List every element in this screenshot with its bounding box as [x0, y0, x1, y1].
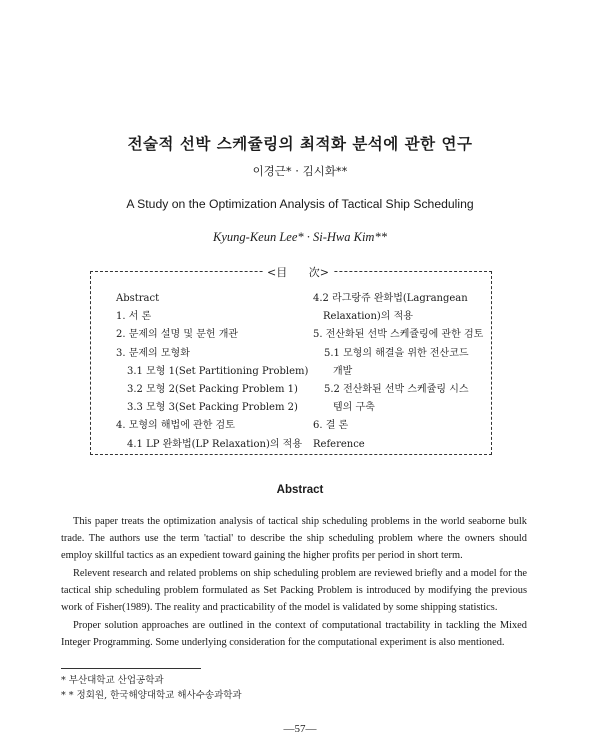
toc-item: 3.1 모형 1(Set Partitioning Problem): [127, 365, 309, 377]
toc-item: 3. 문제의 모형화: [116, 347, 190, 359]
toc-left-column: [116, 290, 308, 454]
toc-item: Relaxation)의 적용: [323, 311, 413, 323]
toc-item: 2. 문제의 설명 및 문헌 개관: [116, 329, 239, 341]
abstract-paragraph: Proper solution approaches are outlined in the context of computational tractability in tackling the Mixed Integer Programming. Some underlying consideration for the computational experiment is also mentioned.: [61, 620, 527, 648]
toc-item: 4. 모형의 해법에 관한 검토: [116, 420, 235, 432]
toc-item: 4.1 LP 완화법(LP Relaxation)의 적용: [127, 438, 303, 450]
toc-heading-right: 次>: [308, 266, 329, 279]
korean-authors: 이경근* · 김시화**: [252, 164, 348, 178]
abstract-heading: Abstract: [276, 484, 324, 496]
footnote-rule: [61, 668, 201, 669]
toc-item: 6. 결 론: [313, 420, 349, 432]
toc-heading-left: <目: [267, 266, 288, 279]
toc-item: 4.2 라그랑쥬 완화법(Lagrangean: [313, 293, 468, 304]
abstract-paragraph: Relevent research and related problems on ship scheduling problem are reviewed briefly and a model for the tactical ship scheduling problem formulated as Set Packing Problem is introduced by modifying the previous work of Fisher(1989). The reality and practicability of the model is validated by some shipping statistics.: [61, 568, 527, 613]
toc-item: 5.1 모형의 해결을 위한 전산코드: [324, 347, 469, 359]
toc-right-column: [313, 290, 483, 454]
toc-item: 템의 구축: [333, 402, 375, 414]
abstract-body: [61, 513, 527, 652]
toc-item: 5. 전산화된 선박 스케쥴링에 관한 검토: [313, 329, 484, 341]
english-title: A Study on the Optimization Analysis of Tactical Ship Scheduling: [126, 197, 474, 211]
footnote: * 부산대학교 산업공학과: [61, 675, 164, 686]
footnotes: [61, 673, 242, 703]
korean-title: 전술적 선박 스케쥴링의 최적화 분석에 관한 연구: [127, 134, 473, 153]
toc-item: Abstract: [116, 293, 160, 304]
toc-item: 3.2 모형 2(Set Packing Problem 1): [127, 384, 298, 396]
abstract-paragraph: This paper treats the optimization analysis of tactical ship scheduling problems in the world seaborne bulk trade. The authors use the term 'tactial' to describe the ship scheduling problem where the owners should employ skillful tactics as an expedient toward gaining the higher profits per period in short term.: [61, 516, 527, 561]
page-number: —57—: [283, 723, 317, 735]
footnote: * * 정회원, 한국해양대학교 해사수송과학과: [61, 690, 242, 701]
toc-item: 5.2 전산화된 선박 스케쥴링 시스: [324, 384, 469, 396]
english-authors: Kyung-Keun Lee* · Si-Hwa Kim**: [213, 230, 387, 244]
toc-heading: [263, 264, 333, 280]
toc-item: 3.3 모형 3(Set Packing Problem 2): [127, 402, 298, 414]
toc-item: Reference: [313, 438, 365, 450]
table-of-contents: [90, 266, 492, 455]
toc-item: 개발: [333, 365, 353, 377]
toc-item: 1. 서 론: [116, 311, 152, 323]
